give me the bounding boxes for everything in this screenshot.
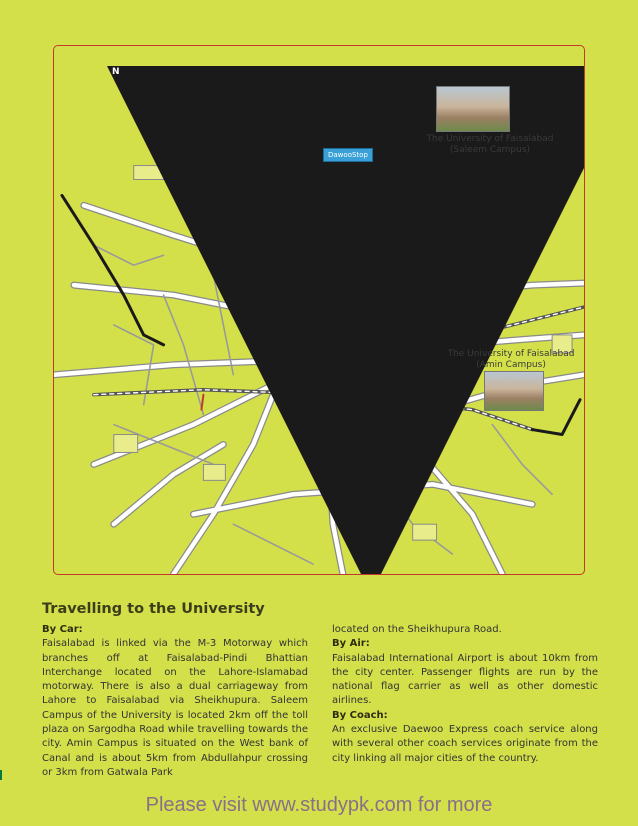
page-edge-marker [0,770,2,780]
daewoo-stop-badge: DawooStop [323,148,373,162]
amin-campus-label [446,349,576,371]
footer-link-text[interactable]: Please visit www.studypk.com for more [145,794,493,816]
by-car-text-continued: located on the Sheikhupura Road. [332,624,502,635]
by-air-text: Faisalabad International Airport is about 10km from the city center. Passenger flights are run by the national flag carrier as well as other domestic airlines. [332,652,598,707]
amin-campus-photo [484,371,544,411]
by-coach-text: An exclusive Daewoo Express coach service along with several other coach services originate from the city linking all major cities of the country. [332,724,598,764]
travel-article [42,601,598,780]
north-label: N [112,67,120,77]
amin-campus-sub: (Amin Campus) [476,360,546,370]
amin-campus-name: The University of Faisalabad [447,349,575,359]
by-coach-heading: By Coach: [332,709,388,721]
saleem-campus-photo [436,86,510,132]
article-title: Travelling to the University [42,601,265,617]
saleem-campus-label [426,134,554,156]
saleem-campus-sub: (Saleem Campus) [449,145,531,155]
by-car-heading: By Car: [42,624,83,635]
campus-location-map [53,45,585,575]
article-column-left [42,623,308,780]
article-column-right [332,623,598,780]
by-air-heading: By Air: [332,638,370,650]
saleem-campus-name: The University of Faisalabad [426,134,554,144]
by-car-text: Faisalabad is linked via the M-3 Motorway which branches off at Faisalabad-Pindi Bhattian Interchange located on the Lahore-Islamabad motorway. There is also a dual carriageway from Lahore to Faisalabad via Sheikhupura. Saleem Campus of the University is located 2km off the toll plaza on Sargodha Road while travelling towards the city. Amin Campus is situated on the West bank of Canal and is about 5km from Abdullahpur crossing or 3km from Gatwala Park [42,638,308,778]
